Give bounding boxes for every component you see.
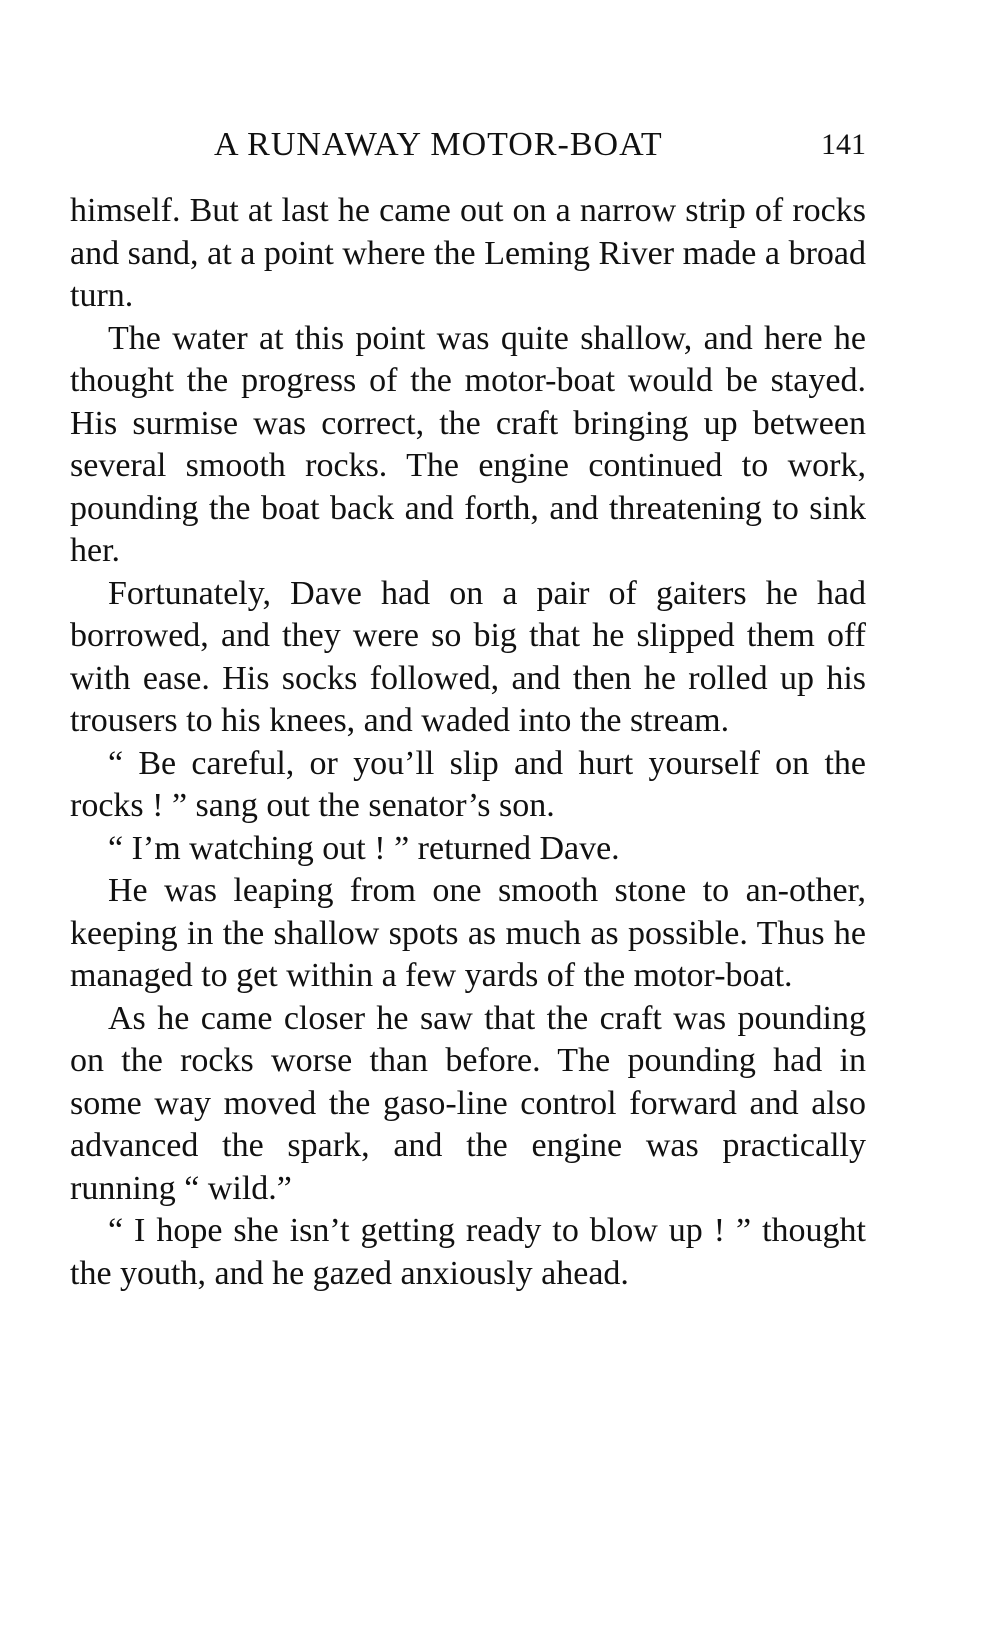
body-text	[70, 190, 866, 1295]
paragraph-dialogue: “ I’m watching out ! ” returned Dave.	[108, 829, 620, 867]
paragraph: As he came closer he saw that the craft was pounding on the rocks worse than before. The pounding had in some way moved the gaso-line control forward and also advanced the spark, and the engine was practically running “ wild.”	[70, 999, 866, 1207]
paragraph: The water at this point was quite shallow, and here he thought the progress of the motor-boat would be stayed. His surmise was correct, the craft bringing up between several smooth rocks. The engine continued to work, pounding the boat back and forth, and threatening to sink her.	[70, 319, 866, 569]
page-number: 141	[821, 128, 866, 161]
paragraph: Fortunately, Dave had on a pair of gaiters he had borrowed, and they were so big that he slipped them off with ease. His socks followed, and then he rolled up his trousers to his knees, and waded into the stream.	[70, 574, 866, 739]
paragraph: He was leaping from one smooth stone to an-other, keeping in the shallow spots as much as possible. Thus he managed to get within a few yards of the motor-boat.	[70, 872, 866, 994]
paragraph-continuation: himself. But at last he came out on a narrow strip of rocks and sand, at a point where the Leming River made a broad turn.	[70, 192, 866, 314]
running-title: A RUNAWAY MOTOR-BOAT	[214, 126, 663, 163]
paragraph-dialogue: “ Be careful, or you’ll slip and hurt yourself on the rocks ! ” sang out the senator’s son.	[70, 744, 866, 824]
running-head	[70, 123, 866, 167]
paragraph-dialogue: “ I hope she isn’t getting ready to blow up ! ” thought the youth, and he gazed anxiously ahead.	[70, 1212, 866, 1292]
